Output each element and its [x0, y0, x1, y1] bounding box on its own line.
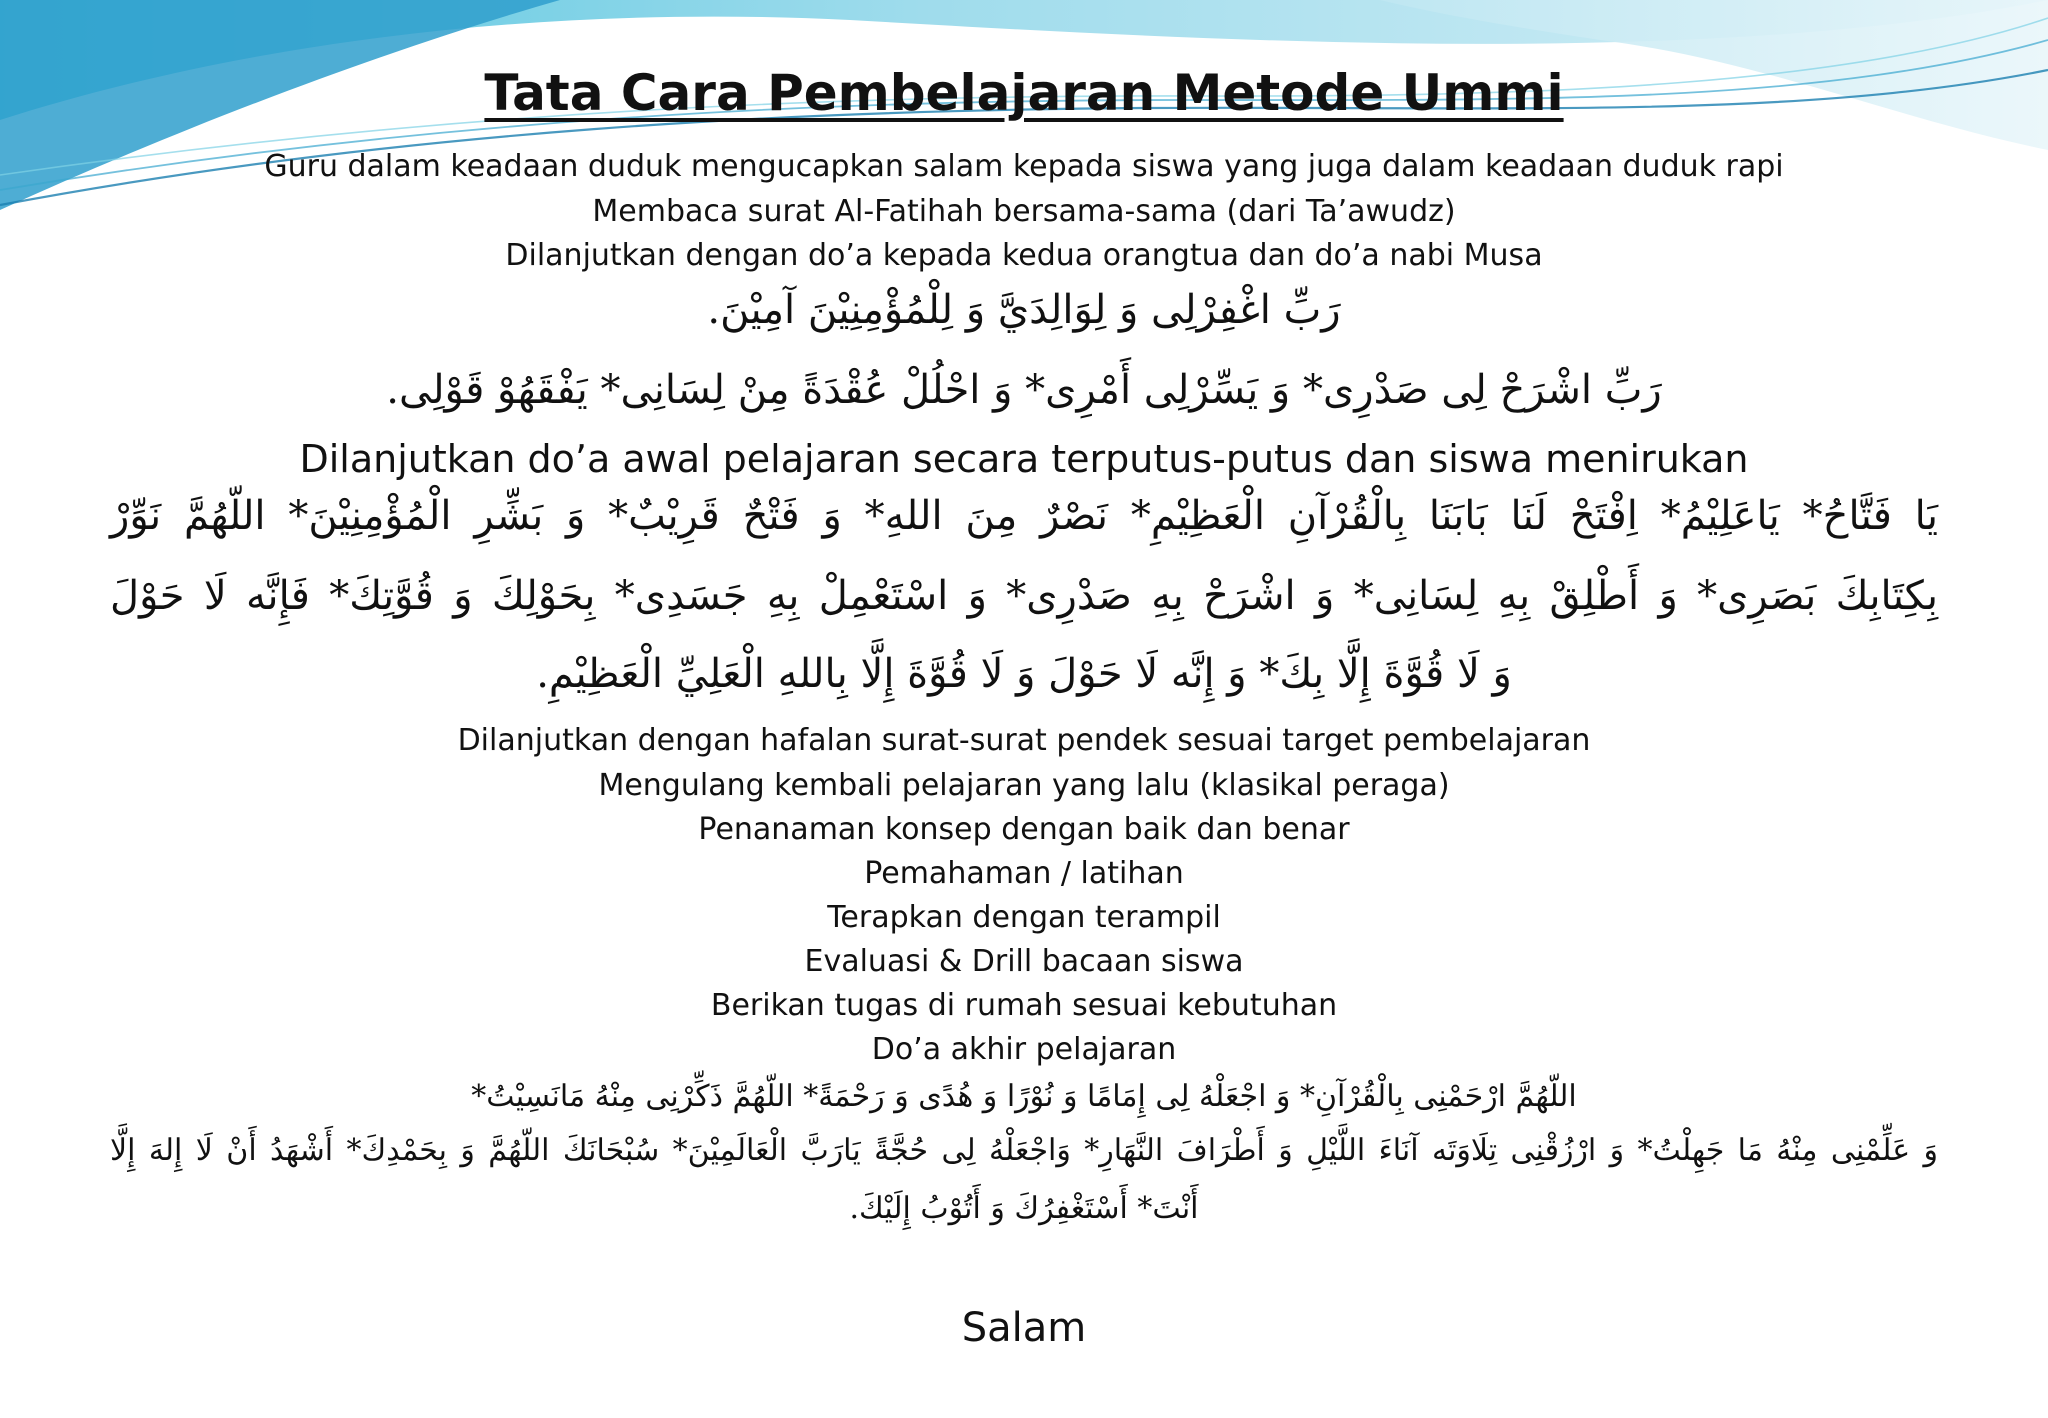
step-terapkan: Terapkan dengan terampil: [827, 900, 1221, 935]
step-evaluasi: Evaluasi & Drill bacaan siswa: [804, 944, 1244, 979]
arabic-doa-akhir-line-1: اللّهُمَّ ارْحَمْنِى بِالْقُرْآنِ* وَ اجْعَلْهُ لِى إِمَامًا وَ نُوْرًا وَ هُدًى وَ رَحْمَةً* اللّهُمَّ ذَكِّرْنِى مِنْهُ مَانَسِيْتُ*: [471, 1079, 1577, 1114]
closing-salam: Salam: [961, 1305, 1087, 1351]
page-title: Tata Cara Pembelajaran Metode Ummi: [484, 64, 1564, 122]
arabic-doa-akhir-line-3: أَنْتَ* أَسْتَغْفِرُكَ وَ أَتُوْبُ إِلَيْكَ.: [849, 1191, 1199, 1226]
arabic-doa-awal-line-1: يَا فَتَّاحُ* يَاعَلِيْمُ* اِفْتَحْ لَنَا بَابَنَا بِالْقُرْآنِ الْعَظِيْمِ* نَصْرٌ مِنَ اللهِ* وَ فَتْحٌ قَرِيْبٌ* وَ بَشِّرِ الْمُؤْمِنِيْنَ* اللّهُمَّ نَوِّرْ: [110, 493, 1938, 539]
step-fatihah: Membaca surat Al-Fatihah bersama-sama (dari Ta’awudz): [592, 194, 1456, 229]
step-salam: Guru dalam keadaan duduk mengucapkan salam kepada siswa yang juga dalam keadaan duduk rapi: [264, 149, 1784, 184]
instruction-doa-awal: Dilanjutkan do’a awal pelajaran secara terputus-putus dan siswa menirukan: [299, 437, 1749, 481]
arabic-doa-awal-line-2: بِكِتَابِكَ بَصَرِى* وَ أَطْلِقْ بِهِ لِسَانِى* وَ اشْرَحْ بِهِ صَدْرِى* وَ اسْتَعْمِلْ بِهِ جَسَدِى* بِحَوْلِكَ وَ قُوَّتِكَ* فَإِنَّه لَا حَوْلَ: [110, 573, 1938, 619]
step-tugas: Berikan tugas di rumah sesuai kebutuhan: [710, 988, 1338, 1023]
step-hafalan: Dilanjutkan dengan hafalan surat-surat pendek sesuai target pembelajaran: [457, 723, 1591, 758]
step-mengulang: Mengulang kembali pelajaran yang lalu (klasikal peraga): [598, 768, 1450, 803]
arabic-doa-musa: رَبِّ اشْرَحْ لِى صَدْرِى* وَ يَسِّرْلِى أَمْرِى* وَ احْلُلْ عُقْدَةً مِنْ لِسَانِى* يَفْقَهُوْ قَوْلِى.: [386, 367, 1662, 413]
arabic-doa-awal-line-3: وَ لَا قُوَّةَ إِلَّا بِكَ* وَ إِنَّه لَا حَوْلَ وَ لَا قُوَّةَ إِلَّا بِاللهِ الْعَلِيِّ الْعَظِيْمِ.: [536, 651, 1512, 697]
step-penanaman-konsep: Penanaman konsep dengan baik dan benar: [698, 812, 1350, 847]
step-pemahaman: Pemahaman / latihan: [864, 856, 1184, 891]
arabic-doa-akhir-line-2: وَ عَلِّمْنِى مِنْهُ مَا جَهِلْتُ* وَ ارْزُقْنِى تِلَاوَتَه آنَاءَ اللَّيْلِ وَ أَطْرَافَ النَّهَارِ* وَاجْعَلْهُ لِى حُجَّةً يَارَبَّ الْعَالَمِيْنَ* سُبْحَانَكَ اللّهُمَّ وَ بِحَمْدِكَ* أَشْهَدُ أَنْ لَا إِلهَ إِلَّا: [110, 1133, 1938, 1168]
arabic-doa-orangtua: رَبِّ اغْفِرْلِى وَ لِوَالِدَيَّ وَ لِلْمُؤْمِنِيْنَ آمِيْنَ.: [707, 287, 1341, 333]
step-doa-akhir: Do’a akhir pelajaran: [871, 1032, 1177, 1067]
step-doa-orangtua: Dilanjutkan dengan do’a kepada kedua orangtua dan do’a nabi Musa: [505, 238, 1543, 273]
